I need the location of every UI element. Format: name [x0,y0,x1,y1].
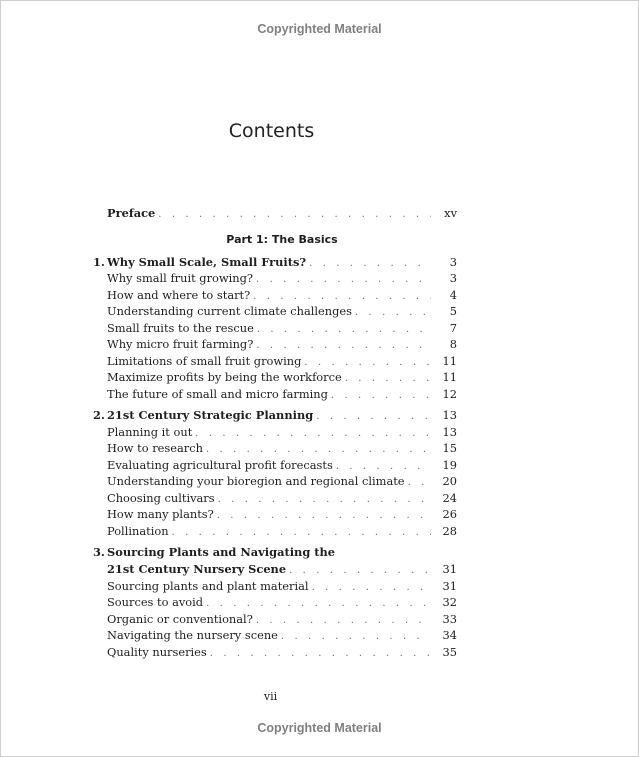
toc-section[interactable] [107,336,457,352]
dot-leader [345,371,431,387]
dot-leader [256,338,431,354]
section-label: Navigating the nursery scene [107,628,278,642]
section-page: 26 [442,507,457,521]
toc-section[interactable] [107,611,457,627]
section-page: 4 [449,288,457,302]
chapter-page: 31 [442,562,457,576]
section-page: 12 [442,387,457,401]
toc-section[interactable] [107,287,457,303]
section-page: 33 [442,612,457,626]
toc-section[interactable] [107,457,457,473]
toc-section[interactable] [107,594,457,610]
section-page: 7 [449,321,457,335]
section-page: 34 [442,628,457,642]
copyright-footer: Copyrighted Material [257,721,382,735]
section-page: 32 [442,595,457,609]
toc-section[interactable] [107,506,457,522]
toc-section[interactable] [107,424,457,440]
toc-entry-preface[interactable] [107,205,457,221]
section-label: Pollination [107,524,169,538]
section-label: Quality nurseries [107,645,207,659]
section-label: Why micro fruit farming? [107,337,254,351]
toc-chapter-2[interactable] [107,407,457,423]
dot-leader [408,475,431,491]
section-label: How many plants? [107,507,214,521]
section-page: 28 [442,524,457,538]
toc-entry-page: xv [444,206,457,220]
section-page: 13 [442,425,457,439]
dot-leader [206,596,431,612]
toc-section[interactable] [107,644,457,660]
dot-leader [289,563,431,579]
dot-leader [158,207,431,223]
section-label: Understanding current climate challenges [107,304,352,318]
toc-section[interactable] [107,386,457,402]
section-label: The future of small and micro farming [107,387,328,401]
dot-leader [172,525,431,541]
section-page: 11 [442,370,457,384]
dot-leader [206,442,431,458]
chapter-page: 13 [442,408,457,422]
chapter-number: 1. [93,255,105,269]
dot-leader [331,388,431,404]
page-title: Contents [228,120,315,142]
section-label: Understanding your bioregion and regional climate [107,474,405,488]
toc-chapter-1[interactable] [107,254,457,270]
copyright-header: Copyrighted Material [257,22,382,36]
chapter-title: Why Small Scale, Small Fruits? [107,255,307,269]
section-page: 11 [442,354,457,368]
section-label: Maximize profits by being the workforce [107,370,342,384]
section-page: 8 [449,337,457,351]
section-page: 24 [442,491,457,505]
toc-section[interactable] [107,369,457,385]
chapter-title: 21st Century Strategic Planning [107,408,314,422]
toc-section[interactable] [107,270,457,286]
section-label: Planning it out [107,425,193,439]
toc-section[interactable] [107,440,457,456]
toc-section[interactable] [107,627,457,643]
toc-section[interactable] [107,473,457,489]
section-label: Why small fruit growing? [107,271,254,285]
section-label: How to research [107,441,203,455]
section-page: 35 [442,645,457,659]
page-number: vii [263,690,278,703]
toc-section[interactable] [107,303,457,319]
section-label: Evaluating agricultural profit forecasts [107,458,333,472]
toc-section[interactable] [107,523,457,539]
toc-section[interactable] [107,490,457,506]
section-page: 19 [442,458,457,472]
chapter-page: 3 [449,255,457,269]
dot-leader [281,629,431,645]
part-heading: Part 1: The Basics [226,233,338,246]
section-label: Limitations of small fruit growing [107,354,302,368]
section-label: Organic or conventional? [107,612,253,626]
toc-section[interactable] [107,320,457,336]
toc-chapter-3[interactable] [107,561,457,577]
dot-leader [210,646,431,662]
toc-entry-label: Preface [107,206,156,220]
section-label: Sourcing plants and plant material [107,579,309,593]
dot-leader [355,305,431,321]
chapter-number: 2. [93,408,105,422]
section-page: 31 [442,579,457,593]
chapter-title-line1[interactable]: Sourcing Plants and Navigating the [107,545,336,559]
chapter-title-line2: 21st Century Nursery Scene [107,562,287,576]
dot-leader [316,409,431,425]
section-page: 15 [442,441,457,455]
dot-leader [217,508,431,524]
toc-section[interactable] [107,353,457,369]
section-label: Small fruits to the rescue [107,321,254,335]
section-label: How and where to start? [107,288,251,302]
toc-section[interactable] [107,578,457,594]
dot-leader [256,272,431,288]
section-page: 5 [449,304,457,318]
section-label: Sources to avoid [107,595,204,609]
section-page: 20 [442,474,457,488]
chapter-number: 3. [93,545,105,559]
section-label: Choosing cultivars [107,491,215,505]
section-page: 3 [449,271,457,285]
